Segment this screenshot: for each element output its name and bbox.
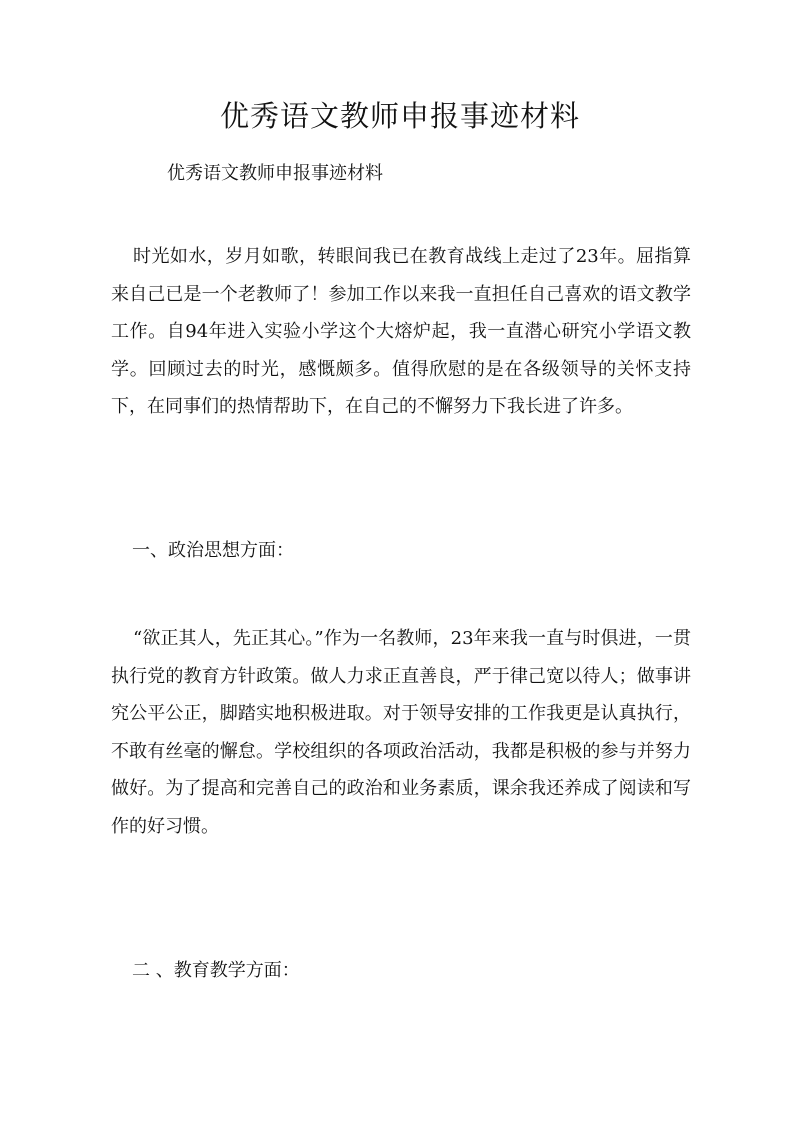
section-heading-teaching: 二 、教育教学方面： bbox=[132, 960, 300, 981]
document-subtitle: 优秀语文教师申报事迹材料 bbox=[167, 163, 383, 184]
document-title: 优秀语文教师申报事迹材料 bbox=[219, 99, 580, 133]
politics-paragraph: “欲正其人，先正其心。”作为一名教师，23年来我一直与时俱进，一贯执行党的教育方针政策。做人力求正直善良，严于律己宽以待人；做事讲究公平公正，脚踏实地积极进取。对于领导安排的工作我更是认真执行，不敢有丝毫的懈怠。学校组织的各项政治活动，我都是积极的参与并努力做好。为了提高和完善自己的政治和业务素质，课余我还养成了阅读和写作的好习惯。 bbox=[111, 628, 691, 837]
intro-paragraph: 时光如水，岁月如歌，转眼间我已在教育战线上走过了23年。屈指算来自己已是一个老教师了！参加工作以来我一直担任自己喜欢的语文教学工作。自94年进入实验小学这个大熔炉起，我一直潜心研究小学语文教学。回顾过去的时光，感慨颇多。值得欣慰的是在各级领导的关怀支持下，在同事们的热情帮助下，在自己的不懈努力下我长进了许多。 bbox=[111, 246, 691, 418]
section-heading-politics: 一、政治思想方面： bbox=[132, 540, 294, 561]
